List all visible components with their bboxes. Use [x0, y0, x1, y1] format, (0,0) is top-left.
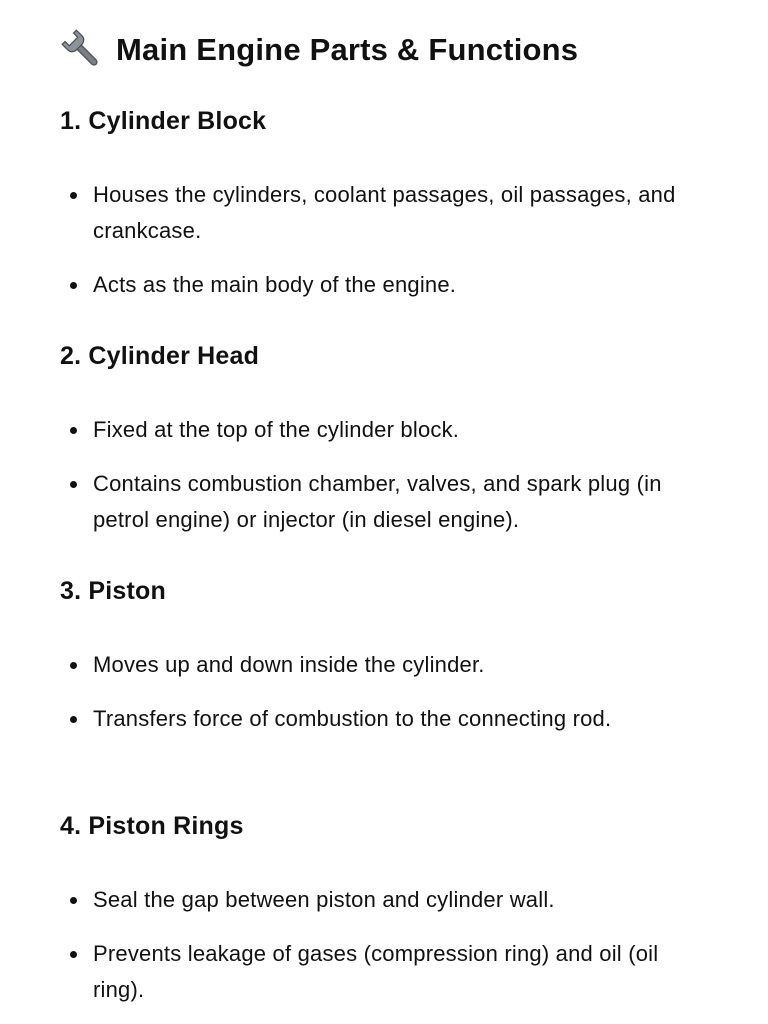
- list-item: [70, 647, 710, 683]
- list-item-text: Prevents leakage of gases (compression ring) and oil (oil ring).: [93, 941, 659, 1002]
- section-heading-piston: 3. Piston: [60, 577, 166, 605]
- bullet-dot: [70, 192, 77, 199]
- list-item-text: Transfers force of combustion to the connecting rod.: [93, 706, 612, 731]
- list-item-text: Moves up and down inside the cylinder.: [93, 652, 485, 677]
- wrench-icon: [60, 28, 104, 72]
- bullet-dot: [70, 951, 77, 958]
- page-title-text: Main Engine Parts & Functions: [116, 32, 579, 67]
- list-item: [70, 177, 710, 249]
- list-item: [70, 936, 710, 1008]
- bullet-dot: [70, 282, 77, 289]
- bullet-dot: [70, 897, 77, 904]
- bullet-dot: [70, 481, 77, 488]
- list-item-text: Acts as the main body of the engine.: [93, 272, 457, 297]
- list-item-text: Houses the cylinders, coolant passages, oil passages, and crankcase.: [93, 182, 676, 243]
- list-item: [70, 701, 710, 737]
- list-item-text: Fixed at the top of the cylinder block.: [93, 417, 460, 442]
- bullet-dot: [70, 427, 77, 434]
- list-item: [70, 466, 710, 538]
- page-title: [60, 28, 578, 72]
- list-item: [70, 267, 710, 303]
- list-item-text: Seal the gap between piston and cylinder wall.: [93, 887, 555, 912]
- list-item: [70, 882, 710, 918]
- section-heading-cylinder-block: 1. Cylinder Block: [60, 107, 267, 135]
- bullet-dot: [70, 716, 77, 723]
- bullet-dot: [70, 662, 77, 669]
- section-heading-piston-rings: 4. Piston Rings: [60, 812, 244, 840]
- list-item-text: Contains combustion chamber, valves, and spark plug (in petrol engine) or injector (in diesel engine).: [93, 471, 662, 532]
- section-heading-cylinder-head: 2. Cylinder Head: [60, 342, 260, 370]
- list-item: [70, 412, 710, 448]
